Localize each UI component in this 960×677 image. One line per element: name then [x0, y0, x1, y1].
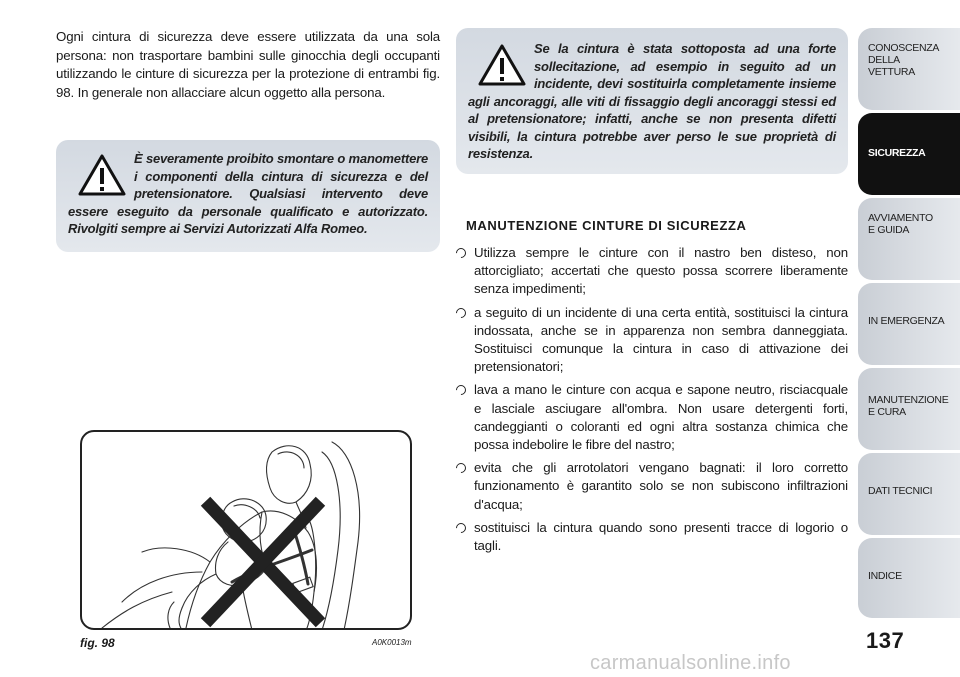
list-item: lava a mano le cinture con acqua e sapone neutro, risciacquale e lasciale asciugare all'ombra. Non usare detergenti forti, candeggianti o coloranti ed ogni altra sostanza chimica che possa indebolire le fibre del nastro; [456, 381, 848, 454]
tab-in-emergenza[interactable]: IN EMERGENZA [858, 283, 960, 365]
tab-sicurezza[interactable]: SICUREZZA [858, 113, 960, 195]
list-item: Utilizza sempre le cinture con il nastro ben disteso, non attorcigliato; accertati che questo possa scorrere liberamente senza impedimenti; [456, 244, 848, 299]
warning-triangle-icon [476, 40, 528, 92]
open-circle-bullet-icon [454, 461, 468, 475]
figure-label: fig. 98 [80, 636, 115, 650]
tab-dati-tecnici[interactable]: DATI TECNICI [858, 453, 960, 535]
seatbelt-illustration [82, 432, 412, 630]
watermark: carmanualsonline.info [590, 652, 791, 674]
list-item: evita che gli arrotolatori vengano bagnati: il loro corretto funzionamento è garantito solo se non subiscono infiltrazioni d'acqua; [456, 459, 848, 514]
intro-text: Ogni cintura di sicurezza deve essere utilizzata da una sola persona: non trasportare bambini sulle ginocchia degli occupanti utilizzando le cinture di sicurezza per la protezione di entrambi fig. 98. In generale non allacciare alcun oggetto alla persona. [56, 29, 440, 100]
intro-paragraph [56, 28, 440, 102]
tab-avviamento-e-guida[interactable]: AVVIAMENTO E GUIDA [858, 198, 960, 280]
open-circle-bullet-icon [454, 246, 468, 260]
warning-box-right [456, 28, 848, 174]
tab-manutenzione-e-cura[interactable]: MANUTENZIONE E CURA [858, 368, 960, 450]
open-circle-bullet-icon [454, 521, 468, 535]
warning-right-text: Se la cintura è stata sottoposta ad una forte sollecitazione, ad esempio in seguito ad un incidente, devi sostituirla completamente insieme agli ancoraggi, alle viti di fissaggio degli ancoraggi stessi ed al pretensionatore; infatti, anche se non presenta difetti visibili, la cintura potrebbe aver perso le sue proprietà di resistenza. [468, 41, 836, 161]
open-circle-bullet-icon [454, 383, 468, 397]
warning-left-text: È severamente proibito smontare o manomettere i componenti della cintura di sicurezza e del pretensionatore. Qualsiasi intervento deve essere eseguito da personale qualificato e autorizzato. Rivolgiti sempre ai Servizi Autorizzati Alfa Romeo. [68, 151, 428, 236]
warning-box-left [56, 140, 440, 252]
figure-illustration [80, 430, 412, 630]
tab-indice[interactable]: INDICE [858, 538, 960, 618]
open-circle-bullet-icon [454, 306, 468, 320]
list-item: a seguito di un incidente di una certa entità, sostituisci la cintura indossata, anche se in apparenza non sembra danneggiata. Sostituisci comunque la cintura in caso di attivazione dei pretensionatori; [456, 304, 848, 377]
maintenance-list [456, 244, 848, 560]
tab-conoscenza-della-vettura[interactable]: CONOSCENZA DELLA VETTURA [858, 28, 960, 110]
warning-triangle-icon [76, 150, 128, 202]
figure-code: A0K0013m [372, 638, 412, 647]
section-title: MANUTENZIONE CINTURE DI SICUREZZA [466, 218, 747, 233]
page-number: 137 [866, 628, 905, 653]
chapter-tabs [858, 28, 960, 621]
list-item: sostituisci la cintura quando sono presenti tracce di logorio o tagli. [456, 519, 848, 555]
